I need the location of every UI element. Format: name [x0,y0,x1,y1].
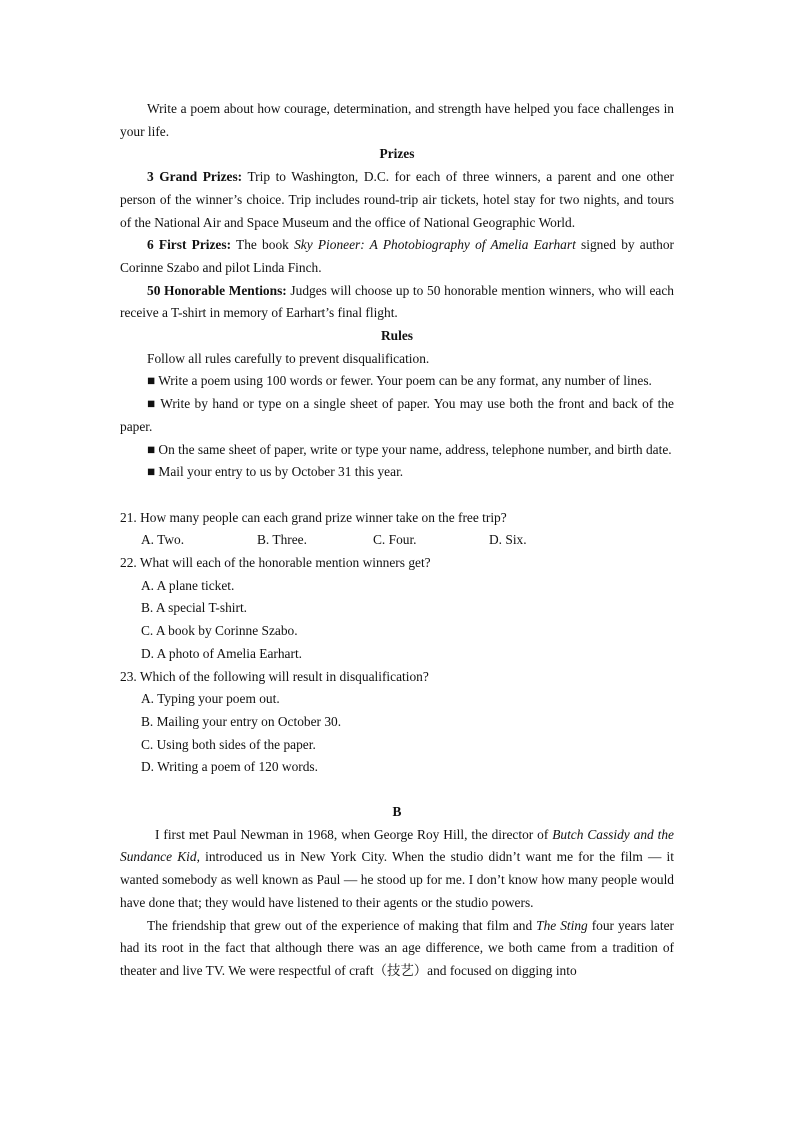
rules-heading: Rules [381,328,413,344]
section-b-heading: B [392,804,402,820]
option-c: C. Four. [373,532,417,548]
option-d: D. Writing a poem of 120 words. [141,759,318,775]
rule-item: ■ On the same sheet of paper, write or type your name, address, telephone number, and birth date. [147,441,672,457]
prize-first-text-after: signed by author Corinne Szabo and pilot Linda Finch. [120,237,675,275]
option-a: A. Typing your poem out. [141,691,280,707]
question-23: 23. Which of the following will result in disqualification? [120,668,429,684]
p1-text-b: , introduced us in New York City. When the studio didn’t want me for the film — it wanted somebody as well known as Paul — he stood up for me. I don’t know how many people would have done that; they would have listened to their agents or the studio powers. [120,849,674,910]
prize-grand-text: Trip to Washington, D.C. for each of three winners, a parent and one other person of the winner’s choice. Trip includes round-trip air tickets, hotel stay for two nights, and tours of the National Air and Space Museum and the office of National Geographic World. [120,169,674,230]
prize-honorable-text: Judges will choose up to 50 honorable mention winners, who will each receive a T-shirt in memory of Earhart’s final flight. [120,282,674,321]
p2-text-b: four years later had its root in the fact that although there was an age difference, we both came from a tradition of theater and live TV. We were respectful of craft（技艺）and focused on digging into [120,917,674,978]
spacer [120,484,674,507]
film-title: Butch Cassidy and the Sundance Kid [120,826,674,865]
option-d: D. Six. [489,532,527,548]
rule-item: ■ Mail your entry to us by October 31 this year. [147,464,404,480]
option-c: C. Using both sides of the paper. [141,736,316,752]
section-b-paragraph-1 [120,824,674,915]
film-title: The Sting [536,917,588,933]
prize-grand-label: 3 Grand Prizes: [147,169,243,185]
prize-first-book-title: Sky Pioneer: A Photobiography of Amelia Earhart [294,237,576,253]
option-d: D. A photo of Amelia Earhart. [141,645,303,661]
rule-item: ■ Write a poem using 100 words or fewer. Your poem can be any format, any number of lines. [147,373,652,389]
p1-text-a: I first met Paul Newman in 1968, when George Roy Hill, the director of [155,826,553,842]
intro-paragraph: Write a poem about how courage, determination, and strength have helped you face challenges in your life. [120,101,674,139]
question-21-options [120,529,674,552]
prizes-heading: Prizes [379,146,415,162]
p2-text-a: The friendship that grew out of the experience of making that film and [147,917,537,933]
section-b-paragraph-2 [120,915,674,983]
prize-honorable [120,280,674,325]
option-c: C. A book by Corinne Szabo. [141,623,298,639]
option-a: A. Two. [141,532,185,548]
prize-honorable-label: 50 Honorable Mentions: [147,282,287,298]
question-21: 21. How many people can each grand prize winner take on the free trip? [120,509,507,525]
rules-intro: Follow all rules carefully to prevent disqualification. [147,350,430,366]
document-page [120,98,674,983]
prize-first-label: 6 First Prizes: [147,237,232,253]
option-b: B. Three. [257,532,307,548]
prize-first [120,234,674,279]
rule-item: ■ Write by hand or type on a single sheet of paper. You may use both the front and back of the paper. [120,396,674,434]
question-22: 22. What will each of the honorable mention winners get? [120,555,431,571]
option-b: B. Mailing your entry on October 30. [141,713,342,729]
option-a: A. A plane ticket. [141,577,235,593]
option-b: B. A special T-shirt. [141,600,248,616]
prize-first-text-before: The book [231,237,295,253]
prize-grand [120,166,674,234]
